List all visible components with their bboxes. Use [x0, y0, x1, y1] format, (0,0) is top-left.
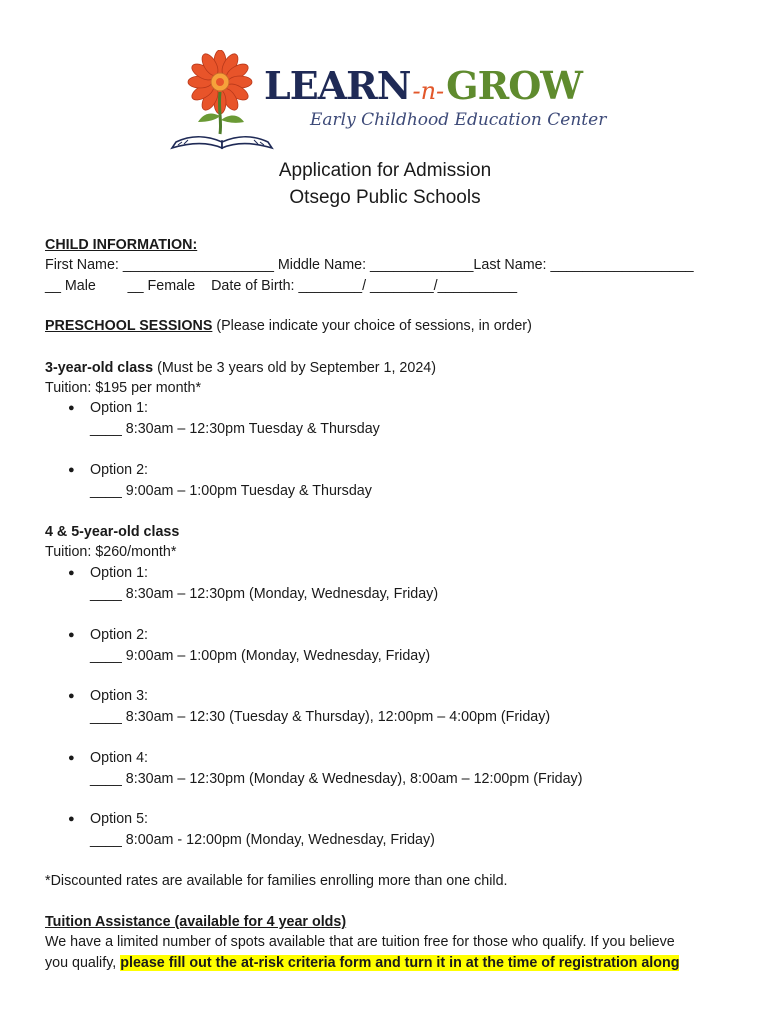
option-detail[interactable]: ____ 8:30am – 12:30pm Tuesday & Thursday: [90, 421, 380, 437]
sessions-heading-note: (Please indicate your choice of sessions, in order): [212, 318, 532, 334]
option-detail[interactable]: ____ 9:00am – 1:00pm (Monday, Wednesday, Friday): [90, 648, 431, 664]
option-label: Option 1:: [90, 400, 149, 416]
option-detail[interactable]: ____ 8:30am – 12:30pm (Monday, Wednesday, Friday): [90, 586, 439, 602]
bullet-icon: ●: [68, 402, 75, 414]
sessions-heading: PRESCHOOL SESSIONS: [45, 318, 213, 334]
option-label: Option 5:: [90, 811, 149, 827]
four-five-year-tuition: Tuition: $260/month*: [45, 544, 177, 560]
brand-n: -n-: [412, 77, 445, 105]
option-label: Option 2:: [90, 627, 149, 643]
bullet-icon: ●: [68, 567, 75, 579]
brand-learn: LEARN: [264, 63, 411, 108]
option-label: Option 4:: [90, 750, 149, 766]
sex-dob-row: __ Male __ Female Date of Birth: ________/ ________/__________: [45, 278, 518, 294]
page-subtitle: Otsego Public Schools: [289, 187, 481, 208]
brand-tagline: Early Childhood Education Center: [310, 110, 607, 130]
bullet-icon: ●: [68, 813, 75, 825]
three-year-class-note: (Must be 3 years old by September 1, 2024): [153, 360, 437, 376]
sessions-heading-line: [45, 317, 532, 335]
option-detail[interactable]: ____ 8:30am – 12:30 (Tuesday & Thursday), 12:00pm – 4:00pm (Friday): [90, 709, 551, 725]
brand-wordmark: [264, 63, 582, 108]
option-detail[interactable]: ____ 8:00am - 12:00pm (Monday, Wednesday, Friday): [90, 832, 435, 848]
option-label: Option 3:: [90, 688, 149, 704]
bullet-icon: ●: [68, 464, 75, 476]
page-title: Application for Admission: [278, 160, 492, 181]
tuition-assistance-text-2: [45, 954, 679, 972]
bullet-icon: ●: [68, 629, 75, 641]
three-year-class-title-line: [45, 359, 436, 377]
bullet-icon: ●: [68, 690, 75, 702]
open-book-icon: [168, 112, 278, 152]
option-label: Option 2:: [90, 462, 149, 478]
three-year-class-title: 3-year-old class: [45, 360, 154, 376]
child-info-heading: CHILD INFORMATION:: [45, 237, 198, 253]
option-detail[interactable]: ____ 8:30am – 12:30pm (Monday & Wednesday), 8:00am – 12:00pm (Friday): [90, 771, 583, 787]
option-label: Option 1:: [90, 565, 149, 581]
tuition-assistance-text: We have a limited number of spots available that are tuition free for those who qualify. If you believe: [45, 934, 675, 950]
discount-note: *Discounted rates are available for families enrolling more than one child.: [45, 873, 508, 889]
name-fields-row: First Name: ___________________ Middle Name: _____________Last Name: __________________: [45, 257, 694, 273]
four-five-year-class-title: 4 & 5-year-old class: [45, 524, 180, 540]
option-detail[interactable]: ____ 9:00am – 1:00pm Tuesday & Thursday: [90, 483, 372, 499]
bullet-icon: ●: [68, 752, 75, 764]
brand-grow: GROW: [446, 63, 582, 108]
tuition-assistance-heading: Tuition Assistance (available for 4 year olds): [45, 914, 347, 930]
tuition-assistance-plain: you qualify,: [45, 955, 121, 971]
highlighted-instruction: please fill out the at-risk criteria form and turn it in at the time of registration along: [120, 955, 680, 971]
three-year-tuition: Tuition: $195 per month*: [45, 380, 202, 396]
